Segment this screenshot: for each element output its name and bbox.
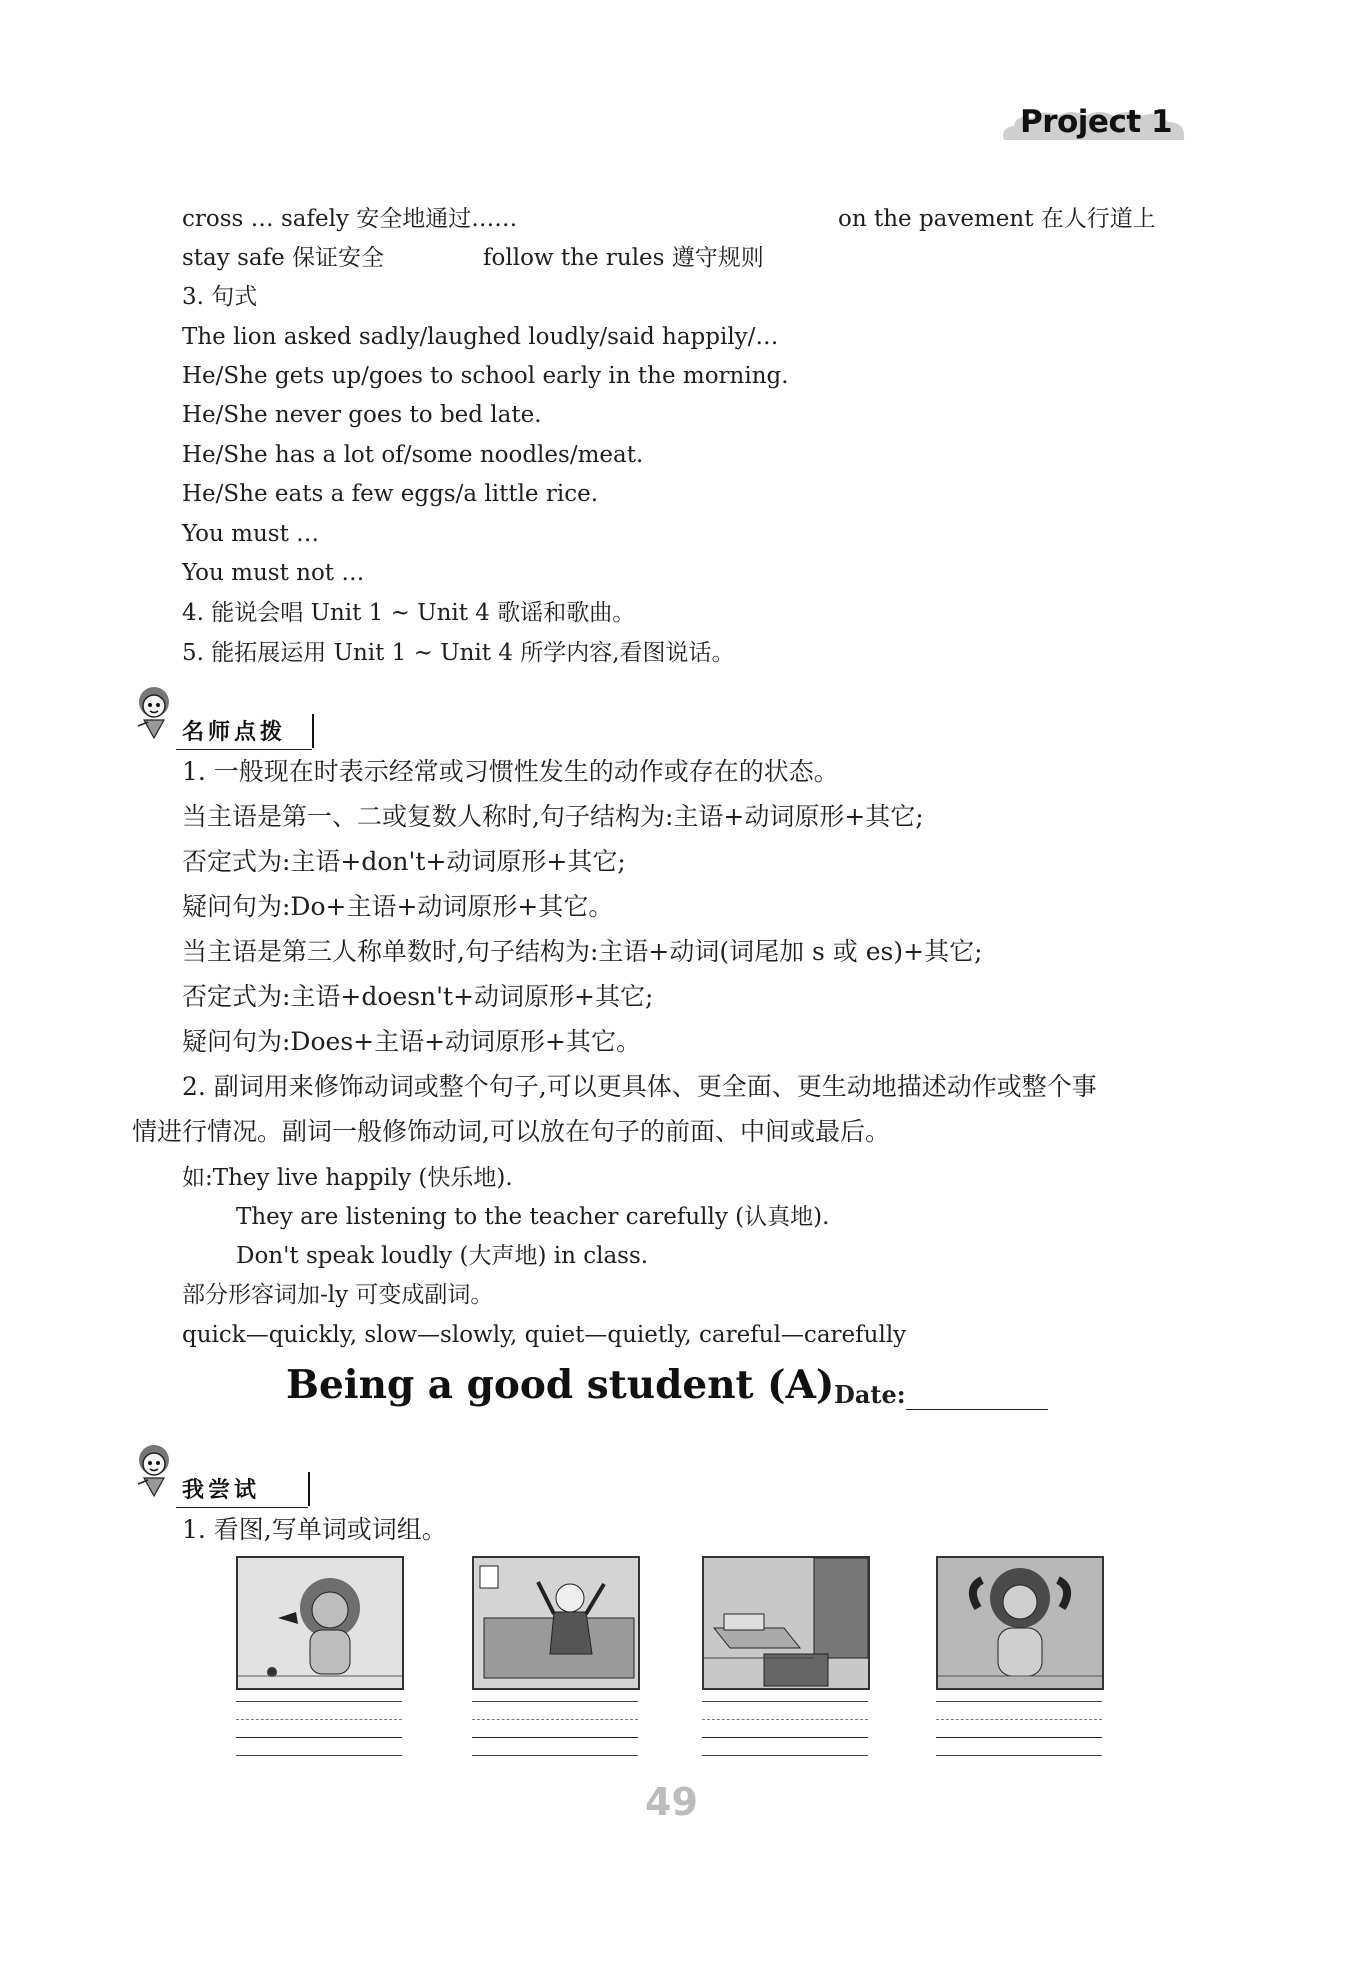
writing-line[interactable]	[936, 1755, 1102, 1756]
writing-line[interactable]	[702, 1719, 868, 1720]
writing-line[interactable]	[236, 1737, 402, 1738]
tips-section-header	[128, 680, 348, 750]
underline	[176, 1507, 308, 1508]
tip-line: 否定式为:主语+doesn't+动词原形+其它;	[182, 982, 654, 1011]
tip-point-2-cont: 情进行情况。副词一般修饰动词,可以放在句子的前面、中间或最后。	[132, 1117, 890, 1146]
section-heading-sentences: 3. 句式	[182, 284, 258, 310]
tip-point-2: 2. 副词用来修饰动词或整个句子,可以更具体、更全面、更生动地描述动作或整个事	[182, 1072, 1097, 1101]
phrase-on-pavement: on the pavement 在人行道上	[838, 206, 1156, 232]
tip-line: 疑问句为:Do+主语+动词原形+其它。	[182, 892, 614, 921]
sentence-line: The lion asked sadly/laughed loudly/said happily/…	[182, 324, 779, 350]
tips-label: 名师点拨	[182, 720, 287, 745]
tip-point-1: 1. 一般现在时表示经常或习惯性发生的动作或存在的状态。	[182, 757, 839, 786]
page-number: 49	[645, 1780, 698, 1824]
sentence-line: You must …	[182, 521, 320, 547]
try-instruction: 1. 看图,写单词或词组。	[182, 1515, 447, 1544]
picture-boy-getting-up	[472, 1556, 640, 1690]
writing-line[interactable]	[702, 1755, 868, 1756]
writing-line[interactable]	[472, 1701, 638, 1702]
underline	[176, 749, 312, 750]
sentence-line: He/She gets up/goes to school early in the morning.	[182, 363, 789, 389]
item-4: 4. 能说会唱 Unit 1 ~ Unit 4 歌谣和歌曲。	[182, 600, 636, 626]
tip-line: 当主语是第一、二或复数人称时,句子结构为:主语+动词原形+其它;	[182, 802, 924, 831]
divider	[308, 1472, 310, 1506]
item-5: 5. 能拓展运用 Unit 1 ~ Unit 4 所学内容,看图说话。	[182, 640, 735, 666]
writing-line[interactable]	[236, 1755, 402, 1756]
sentence-line: He/She has a lot of/some noodles/meat.	[182, 442, 644, 468]
tip-line: 疑问句为:Does+主语+动词原形+其它。	[182, 1027, 641, 1056]
example-3: Don't speak loudly (大声地) in class.	[236, 1243, 649, 1269]
sentence-line: He/She eats a few eggs/a little rice.	[182, 481, 598, 507]
date-label: Date:	[834, 1380, 906, 1409]
writing-line[interactable]	[472, 1737, 638, 1738]
writing-line[interactable]	[702, 1701, 868, 1702]
phrase-cross-safely: cross … safely 安全地通过……	[182, 206, 518, 232]
girl-mascot-icon	[128, 1438, 182, 1504]
tip-line: 当主语是第三人称单数时,句子结构为:主语+动词(词尾加 s 或 es)+其它;	[182, 937, 983, 966]
lesson-title: Being a good student (A)	[286, 1362, 835, 1408]
sentence-line: You must not …	[182, 560, 365, 586]
writing-line[interactable]	[936, 1719, 1102, 1720]
writing-line[interactable]	[472, 1719, 638, 1720]
date-input-line[interactable]	[906, 1409, 1048, 1410]
ly-note: 部分形容词加-ly 可变成副词。	[182, 1282, 494, 1308]
writing-line[interactable]	[236, 1719, 402, 1720]
project-badge	[998, 100, 1190, 152]
picture-strong-lion	[936, 1556, 1104, 1690]
phrase-stay-safe: stay safe 保证安全	[182, 245, 385, 271]
writing-line[interactable]	[936, 1737, 1102, 1738]
writing-line[interactable]	[472, 1755, 638, 1756]
picture-lion-sitting	[236, 1556, 404, 1690]
writing-line[interactable]	[236, 1701, 402, 1702]
writing-line[interactable]	[702, 1737, 868, 1738]
example-2: They are listening to the teacher carefully (认真地).	[236, 1204, 830, 1230]
try-section-header	[128, 1438, 348, 1508]
try-label: 我尝试	[182, 1478, 261, 1503]
project-badge-label: Project 1	[1020, 104, 1173, 140]
girl-mascot-icon	[128, 680, 182, 746]
sentence-line: He/She never goes to bed late.	[182, 402, 542, 428]
picture-bedroom	[702, 1556, 870, 1690]
tip-line: 否定式为:主语+don't+动词原形+其它;	[182, 847, 626, 876]
phrase-follow-rules: follow the rules 遵守规则	[483, 245, 764, 271]
ly-examples: quick—quickly, slow—slowly, quiet—quietly, careful—carefully	[182, 1322, 907, 1348]
writing-line[interactable]	[936, 1701, 1102, 1702]
divider	[312, 714, 314, 748]
example-1: 如:They live happily (快乐地).	[182, 1165, 513, 1191]
